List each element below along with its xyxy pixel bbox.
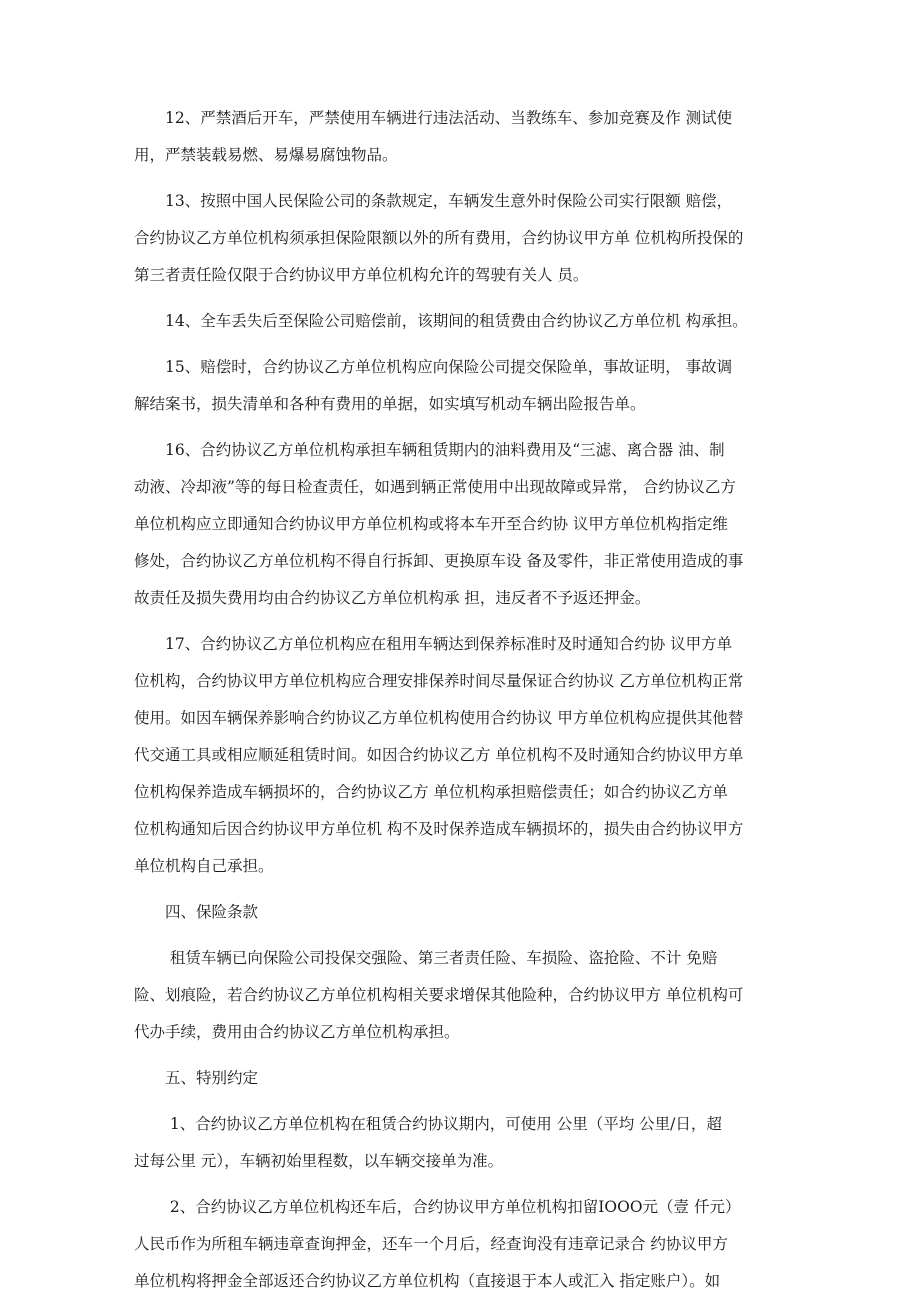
text-line: 位机构，合约协议甲方单位机构应合理安排保养时间尽量保证合约协议 乙方单位机构正常 <box>134 672 744 690</box>
paragraph-p5-2 <box>134 1189 800 1300</box>
text-line: 四、保险条款 <box>134 903 259 921</box>
text-line: 位机构通知后因合约协议甲方单位机 构不及时保养造成车辆损坏的，损失由合约协议甲方 <box>134 820 744 838</box>
paragraph-p12 <box>134 100 800 174</box>
text-line: 13、按照中国人民保险公司的条款规定，车辆发生意外时保险公司实行限额 赔偿， <box>134 192 733 210</box>
text-line: 合约协议乙方单位机构须承担保险限额以外的所有费用，合约协议甲方单 位机构所投保的 <box>134 229 744 247</box>
text-line: 15、赔偿时，合约协议乙方单位机构应向保险公司提交保险单，事故证明， 事故调 <box>134 358 733 376</box>
paragraph-p5-1 <box>134 1106 800 1180</box>
paragraph-p17 <box>134 626 800 885</box>
paragraph-gap <box>134 1300 800 1309</box>
paragraph-gap <box>134 1180 800 1189</box>
paragraph-gap <box>134 1097 800 1106</box>
paragraph-gap <box>134 294 800 303</box>
paragraph-gap <box>134 617 800 626</box>
paragraph-p13 <box>134 183 800 294</box>
paragraph-p4body <box>134 940 800 1051</box>
text-line: 租赁车辆已向保险公司投保交强险、第三者责任险、车损险、盗抢险、不计 免赔 <box>134 949 718 967</box>
text-line: 险、划痕险，若合约协议乙方单位机构相关要求增保其他险种，合约协议甲方 单位机构可 <box>134 986 744 1004</box>
paragraph-gap <box>134 423 800 432</box>
paragraph-p16 <box>134 432 800 617</box>
text-line: 代交通工具或相应顺延租赁时间。如因合约协议乙方 单位机构不及时通知合约协议甲方单 <box>134 746 744 764</box>
text-line: 故责任及损失费用均由合约协议乙方单位机构承 担，违反者不予返还押金。 <box>134 589 651 607</box>
paragraph-gap <box>134 885 800 894</box>
text-line: 单位机构应立即通知合约协议甲方单位机构或将本车开至合约协 议甲方单位机构指定维 <box>134 515 728 533</box>
text-line: 用，严禁装载易燃、易爆易腐蚀物品。 <box>134 146 398 164</box>
text-line: 单位机构将押金全部返还合约协议乙方单位机构（直接退于本人或汇入 指定账户）。如 <box>134 1272 721 1290</box>
paragraph-gap <box>134 174 800 183</box>
text-line: 人民币作为所租车辆违章查询押金，还车一个月后，经查询没有违章记录合 约协议甲方 <box>134 1235 728 1253</box>
text-line: 14、全车丢失后至保险公司赔偿前，该期间的租赁费由合约协议乙方单位机 构承担。 <box>134 312 748 330</box>
text-line: 单位机构自己承担。 <box>134 857 274 875</box>
paragraph-gap <box>134 1051 800 1060</box>
paragraph-h4 <box>134 894 800 931</box>
text-line: 修处，合约协议乙方单位机构不得自行拆卸、更换原车设 备及零件，非正常使用造成的事 <box>134 552 744 570</box>
text-line: 2、合约协议乙方单位机构还车后，合约协议甲方单位机构扣留IOOO元（壹 仟元） <box>134 1198 741 1216</box>
text-line: 16、合约协议乙方单位机构承担车辆租赁期内的油料费用及“三滤、离合器 油、制 <box>134 441 725 459</box>
text-line: 解结案书，损失清单和各种有费用的单据，如实填写机动车辆出险报告单。 <box>134 395 646 413</box>
document-body <box>134 100 800 1309</box>
text-line: 12、严禁酒后开车，严禁使用车辆进行违法活动、当教练车、参加竞赛及作 测试使 <box>134 109 733 127</box>
text-line: 17、合约协议乙方单位机构应在租用车辆达到保养标准时及时通知合约协 议甲方单 <box>134 635 733 653</box>
text-line: 位机构保养造成车辆损坏的，合约协议乙方 单位机构承担赔偿责任；如合约协议乙方单 <box>134 783 728 801</box>
paragraph-p14 <box>134 303 800 340</box>
text-line: 使用。如因车辆保养影响合约协议乙方单位机构使用合约协议 甲方单位机构应提供其他替 <box>134 709 744 727</box>
text-line: 代办手续，费用由合约协议乙方单位机构承担。 <box>134 1023 460 1041</box>
text-line: 过每公里 元），车辆初始里程数，以车辆交接单为准。 <box>134 1152 504 1170</box>
paragraph-gap <box>134 931 800 940</box>
paragraph-p15 <box>134 349 800 423</box>
text-line: 1、合约协议乙方单位机构在租赁合约协议期内，可使用 公里（平均 公里/日，超 <box>134 1115 722 1133</box>
paragraph-h5 <box>134 1060 800 1097</box>
paragraph-gap <box>134 340 800 349</box>
text-line: 动液、冷却液”等的每日检查责任，如遇到辆正常使用中出现故障或异常， 合约协议乙方 <box>134 478 736 496</box>
text-line: 第三者责任险仅限于合约协议甲方单位机构允许的驾驶有关人 员。 <box>134 266 589 284</box>
text-line: 五、特别约定 <box>134 1069 259 1087</box>
